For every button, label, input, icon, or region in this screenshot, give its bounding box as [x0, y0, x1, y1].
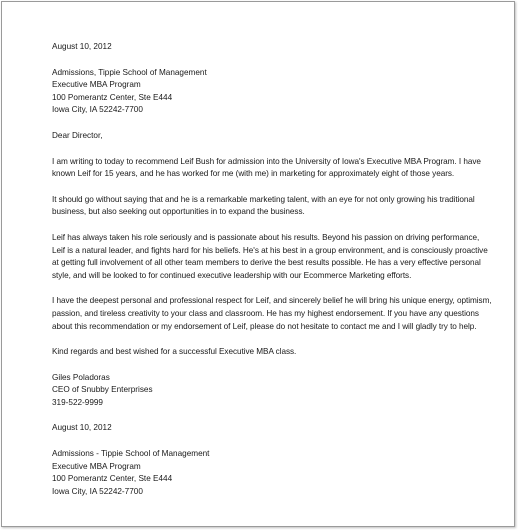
address-line: Iowa City, IA 52242-7700 [52, 105, 143, 115]
address-line: Admissions - Tippie School of Management [52, 449, 210, 459]
salutation: Dear Director, [52, 130, 103, 140]
signer-title: CEO of Snubby Enterprises [52, 385, 153, 395]
paragraph-3 [52, 232, 488, 282]
paragraph-line: I have the deepest personal and professional respect for Leif, and sincerely belief he will bring his unique energy, optimism, [52, 296, 492, 306]
paragraph-4 [52, 295, 492, 333]
paragraph-5 [52, 346, 476, 359]
letter-page [1, 1, 515, 527]
letter-body [52, 41, 492, 498]
paragraph-line: passion, and tireless creativity to your class and classroom. He has my highest endorsement. If you have any questions [52, 308, 479, 318]
paragraph-line: about this recommendation or my endorsement of Leif, please do not hesitate to contact me and I will gladly try to help. [52, 321, 477, 331]
address-line: Admissions, Tippie School of Management [52, 67, 207, 77]
paragraph-line: at getting full involvement of all other team members to derive the best results possible. He has a very effective personal [52, 258, 481, 268]
address-line: Executive MBA Program [52, 80, 141, 90]
paragraph-line: It should go without saying that and he is a remarkable marketing talent, with an eye for not only growing his traditional [52, 194, 475, 204]
address-line: 100 Pomerantz Center, Ste E444 [52, 92, 173, 102]
paragraph-line: Leif has always taken his role seriously and is passionate about his results. Beyond his passion on driving performance, [52, 232, 480, 242]
signature-block [52, 372, 476, 410]
repeat-date: August 10, 2012 [52, 423, 112, 433]
repeat-address [52, 448, 476, 498]
address-line: Executive MBA Program [52, 461, 141, 471]
signer-phone: 319-522-9999 [52, 397, 103, 407]
paragraph-line: I am writing to today to recommend Leif Bush for admission into the University of Iowa's Executive MBA Program. I have [52, 156, 481, 166]
paragraph-2 [52, 194, 476, 219]
letter-date: August 10, 2012 [52, 42, 112, 51]
paragraph-line: Leif is a natural leader, and fights hard for his beliefs. He's at his best in a group environment, and is consciously proactive [52, 245, 488, 255]
address-line: Iowa City, IA 52242-7700 [52, 486, 143, 496]
address-line: 100 Pomerantz Center, Ste E444 [52, 474, 173, 484]
paragraph-line: business, but also seeking out opportunities in to expand the business. [52, 207, 305, 217]
paragraph-line: style, and will be looked to for continued executive leadership with our Ecommerce Marketing efforts. [52, 270, 412, 280]
signer-name: Giles Poladoras [52, 372, 110, 382]
paragraph-line: known Leif for 15 years, and he has worked for me (with me) in marketing for approximately eight of those years. [52, 169, 455, 179]
paragraph-1 [52, 156, 481, 181]
recipient-address [52, 67, 476, 117]
paragraph-line: Kind regards and best wished for a successful Executive MBA class. [52, 347, 297, 357]
